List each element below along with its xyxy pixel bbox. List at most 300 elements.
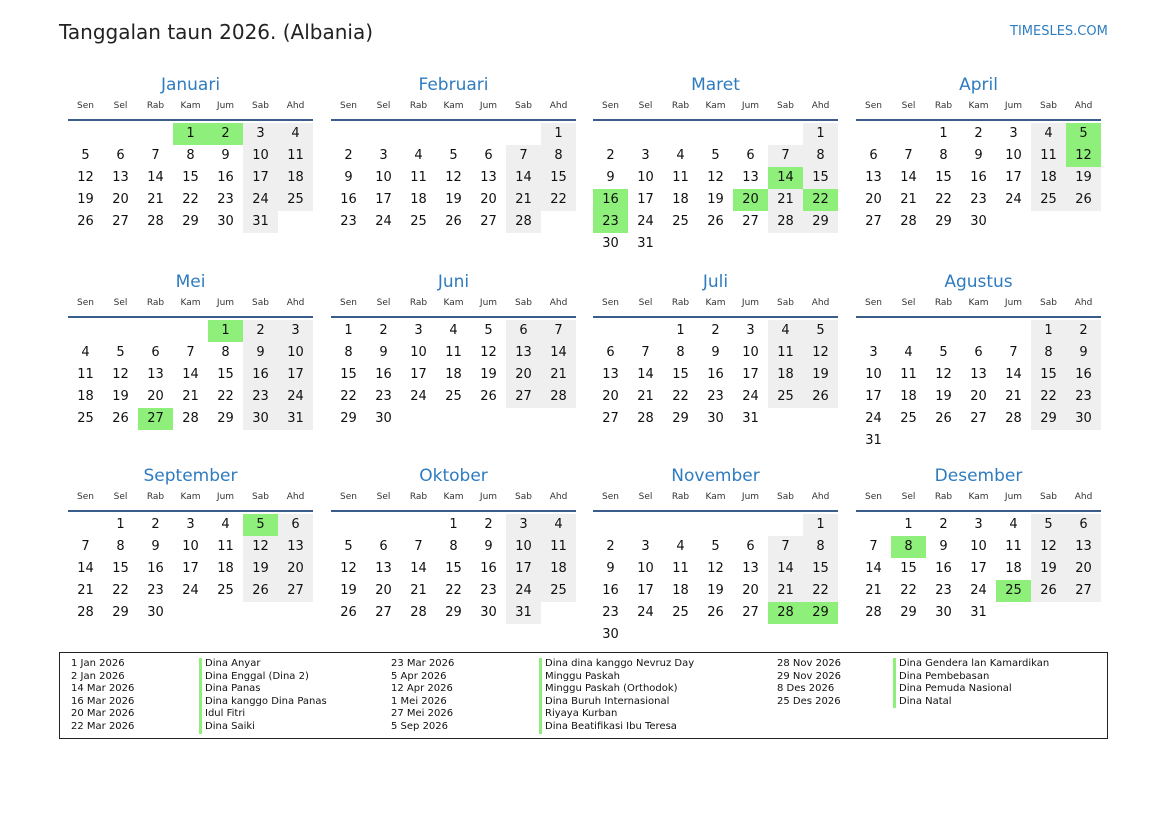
- empty-day-cell: [103, 320, 138, 342]
- holiday-day-cell: 27: [138, 408, 173, 430]
- day-cell: 28: [410, 605, 427, 620]
- legend-date: 25 Des 2026: [777, 695, 841, 707]
- empty-day-cell: [961, 320, 996, 342]
- day-cell: 18: [672, 583, 689, 598]
- day-cell: 17: [182, 561, 199, 576]
- day-cell: 22: [541, 189, 576, 211]
- legend-holiday-name: Dina Natal: [893, 696, 1049, 709]
- day-cell: 9: [1066, 342, 1101, 364]
- weekday-label: Kam: [180, 101, 201, 111]
- day-cell: 14: [865, 561, 882, 576]
- day-cell: 10: [637, 561, 654, 576]
- day-cell: 27: [865, 214, 882, 229]
- day-cell: 27: [742, 214, 759, 229]
- day-cell: 17: [243, 167, 278, 189]
- day-cell: 16: [707, 367, 724, 382]
- weekday-label: Jum: [1004, 492, 1023, 502]
- legend-date: 2 Jan 2026: [71, 670, 125, 682]
- day-cell: 28: [77, 605, 94, 620]
- day-cell: 26: [340, 605, 357, 620]
- day-cell: 17: [410, 367, 427, 382]
- day-cell: 31: [506, 602, 541, 624]
- day-cell: 9: [151, 539, 160, 554]
- weekday-label: Ahd: [1074, 298, 1093, 308]
- empty-day-cell: [593, 514, 628, 536]
- day-cell: 24: [1005, 192, 1022, 207]
- day-cell: 11: [768, 342, 803, 364]
- weekday-label: Kam: [443, 492, 464, 502]
- day-cell: 16: [480, 561, 497, 576]
- day-cell: 4: [278, 123, 313, 145]
- day-cell: 3: [746, 323, 755, 338]
- day-cell: 4: [1009, 517, 1018, 532]
- holiday-day-cell: 16: [593, 189, 628, 211]
- day-cell: 8: [221, 345, 230, 360]
- legend-holiday-name: Dina Anyar: [199, 658, 327, 671]
- weekday-label: Sab: [1040, 101, 1057, 111]
- day-cell: 7: [641, 345, 650, 360]
- day-cell: 26: [77, 214, 94, 229]
- weekday-label: Jum: [741, 492, 760, 502]
- empty-day-cell: [856, 123, 891, 145]
- day-grid: [856, 123, 1101, 233]
- day-cell: 7: [768, 536, 803, 558]
- legend-date: 29 Nov 2026: [777, 670, 842, 682]
- day-cell: 5: [81, 148, 90, 163]
- day-cell: 9: [974, 148, 983, 163]
- day-cell: 2: [606, 539, 615, 554]
- day-cell: 17: [637, 583, 654, 598]
- day-cell: 28: [1005, 411, 1022, 426]
- holiday-day-cell: 20: [733, 189, 768, 211]
- day-cell: 5: [484, 323, 493, 338]
- day-grid: [856, 514, 1101, 624]
- day-cell: 3: [243, 123, 278, 145]
- month-maret: [593, 73, 838, 255]
- weekday-label: Sab: [252, 101, 269, 111]
- holiday-day-cell: 1: [173, 123, 208, 145]
- weekday-header: [856, 101, 1101, 115]
- legend-name-column: [199, 658, 327, 734]
- day-cell: 9: [221, 148, 230, 163]
- day-cell: 16: [602, 583, 619, 598]
- weekday-header: [331, 492, 576, 506]
- day-cell: 23: [935, 583, 952, 598]
- day-cell: 17: [970, 561, 987, 576]
- empty-day-cell: [733, 123, 768, 145]
- weekday-label: Sen: [602, 101, 619, 111]
- day-cell: 11: [672, 561, 689, 576]
- month-divider: [856, 510, 1101, 512]
- weekday-label: Jum: [479, 298, 498, 308]
- legend-date: 12 Apr 2026: [391, 683, 453, 695]
- day-cell: 16: [217, 170, 234, 185]
- day-cell: 11: [672, 170, 689, 185]
- day-cell: 13: [970, 367, 987, 382]
- month-september: [68, 464, 313, 624]
- empty-day-cell: [138, 320, 173, 342]
- day-cell: 22: [445, 583, 462, 598]
- day-cell: 21: [1005, 389, 1022, 404]
- day-cell: 23: [147, 583, 164, 598]
- day-cell: 3: [379, 148, 388, 163]
- day-cell: 30: [480, 605, 497, 620]
- empty-day-cell: [436, 123, 471, 145]
- day-cell: 12: [77, 170, 94, 185]
- day-cell: 15: [900, 561, 917, 576]
- legend-holiday-name: Minggu Paskah: [539, 671, 694, 684]
- day-cell: 5: [449, 148, 458, 163]
- weekday-label: Jum: [1004, 298, 1023, 308]
- day-cell: 25: [768, 386, 803, 408]
- day-cell: 22: [182, 192, 199, 207]
- weekday-label: Sen: [865, 492, 882, 502]
- day-cell: 24: [410, 389, 427, 404]
- day-cell: 13: [602, 367, 619, 382]
- day-cell: 7: [506, 145, 541, 167]
- day-cell: 7: [541, 320, 576, 342]
- weekday-label: Rab: [671, 101, 690, 111]
- day-cell: 27: [278, 580, 313, 602]
- day-cell: 31: [742, 411, 759, 426]
- day-cell: 7: [869, 539, 878, 554]
- day-cell: 10: [637, 170, 654, 185]
- day-cell: 6: [746, 148, 755, 163]
- day-cell: 3: [278, 320, 313, 342]
- day-cell: 2: [939, 517, 948, 532]
- day-cell: 6: [506, 320, 541, 342]
- day-cell: 22: [112, 583, 129, 598]
- day-cell: 9: [484, 539, 493, 554]
- day-cell: 29: [900, 605, 917, 620]
- weekday-label: Kam: [968, 298, 989, 308]
- day-cell: 29: [672, 411, 689, 426]
- day-cell: 15: [445, 561, 462, 576]
- day-cell: 31: [637, 236, 654, 251]
- day-cell: 11: [541, 536, 576, 558]
- day-cell: 25: [672, 605, 689, 620]
- legend-date: 5 Sep 2026: [391, 720, 449, 732]
- day-cell: 3: [1009, 126, 1018, 141]
- day-cell: 26: [480, 389, 497, 404]
- weekday-label: Sab: [777, 298, 794, 308]
- holiday-day-cell: 5: [243, 514, 278, 536]
- day-cell: 24: [243, 189, 278, 211]
- weekday-label: Sel: [376, 101, 391, 111]
- day-cell: 29: [217, 411, 234, 426]
- day-cell: 17: [278, 364, 313, 386]
- empty-day-cell: [628, 320, 663, 342]
- day-cell: 6: [379, 539, 388, 554]
- month-november: [593, 464, 838, 646]
- day-cell: 29: [182, 214, 199, 229]
- day-cell: 5: [711, 148, 720, 163]
- legend-holiday-name: Riyaya Kurban: [539, 708, 694, 721]
- weekday-label: Sen: [77, 492, 94, 502]
- month-agustus: [856, 270, 1101, 452]
- month-title: April: [959, 75, 998, 95]
- day-cell: 29: [112, 605, 129, 620]
- day-cell: 28: [506, 211, 541, 233]
- month-divider: [856, 316, 1101, 318]
- day-cell: 24: [637, 605, 654, 620]
- weekday-label: Sab: [252, 298, 269, 308]
- holiday-day-cell: 12: [1066, 145, 1101, 167]
- day-cell: 1: [803, 514, 838, 536]
- day-cell: 12: [445, 170, 462, 185]
- day-cell: 25: [278, 189, 313, 211]
- day-cell: 20: [278, 558, 313, 580]
- day-cell: 1: [116, 517, 125, 532]
- day-cell: 2: [379, 323, 388, 338]
- day-cell: 7: [1009, 345, 1018, 360]
- day-cell: 28: [768, 211, 803, 233]
- day-cell: 24: [970, 583, 987, 598]
- day-cell: 24: [182, 583, 199, 598]
- empty-day-cell: [593, 320, 628, 342]
- weekday-label: Rab: [146, 101, 165, 111]
- day-cell: 12: [935, 367, 952, 382]
- day-cell: 5: [1031, 514, 1066, 536]
- day-cell: 12: [1031, 536, 1066, 558]
- weekday-label: Kam: [968, 101, 989, 111]
- day-cell: 18: [217, 561, 234, 576]
- weekday-header: [331, 101, 576, 115]
- day-cell: 10: [375, 170, 392, 185]
- day-cell: 30: [217, 214, 234, 229]
- day-cell: 14: [768, 558, 803, 580]
- day-cell: 9: [711, 345, 720, 360]
- holiday-day-cell: 22: [803, 189, 838, 211]
- day-cell: 15: [112, 561, 129, 576]
- weekday-header: [593, 492, 838, 506]
- day-cell: 9: [344, 170, 353, 185]
- day-cell: 30: [1066, 408, 1101, 430]
- day-cell: 6: [869, 148, 878, 163]
- day-cell: 8: [116, 539, 125, 554]
- day-grid: [856, 320, 1101, 452]
- day-cell: 10: [182, 539, 199, 554]
- day-cell: 28: [147, 214, 164, 229]
- empty-day-cell: [68, 320, 103, 342]
- day-grid: [593, 320, 838, 430]
- month-title: Agustus: [944, 272, 1013, 292]
- weekday-header: [593, 101, 838, 115]
- day-cell: 2: [606, 148, 615, 163]
- month-title: Juli: [702, 272, 729, 292]
- day-cell: 11: [217, 539, 234, 554]
- day-cell: 26: [803, 386, 838, 408]
- legend-holiday-name: Dina Saiki: [199, 721, 327, 734]
- day-cell: 14: [637, 367, 654, 382]
- day-cell: 14: [182, 367, 199, 382]
- weekday-label: Sen: [865, 101, 882, 111]
- day-cell: 14: [77, 561, 94, 576]
- day-cell: 13: [112, 170, 129, 185]
- day-cell: 7: [904, 148, 913, 163]
- weekday-label: Sel: [638, 492, 653, 502]
- legend-holiday-name: Idul Fitri: [199, 708, 327, 721]
- day-grid: [331, 514, 576, 624]
- day-cell: 11: [445, 345, 462, 360]
- empty-day-cell: [628, 514, 663, 536]
- weekday-label: Sen: [77, 101, 94, 111]
- weekday-label: Kam: [180, 492, 201, 502]
- day-cell: 19: [1031, 558, 1066, 580]
- day-cell: 19: [445, 192, 462, 207]
- day-cell: 2: [484, 517, 493, 532]
- weekday-label: Sel: [376, 492, 391, 502]
- day-cell: 29: [935, 214, 952, 229]
- day-cell: 18: [1031, 167, 1066, 189]
- weekday-label: Sel: [113, 492, 128, 502]
- month-divider: [593, 510, 838, 512]
- day-cell: 26: [445, 214, 462, 229]
- month-oktober: [331, 464, 576, 624]
- month-juni: [331, 270, 576, 430]
- day-cell: 4: [449, 323, 458, 338]
- day-cell: 24: [742, 389, 759, 404]
- weekday-label: Kam: [705, 298, 726, 308]
- day-grid: [593, 514, 838, 646]
- legend-name-column: [539, 658, 694, 734]
- day-cell: 22: [935, 192, 952, 207]
- legend-date-column: [71, 658, 134, 734]
- weekday-label: Jum: [216, 298, 235, 308]
- day-cell: 8: [344, 345, 353, 360]
- day-cell: 27: [970, 411, 987, 426]
- month-title: Mei: [175, 272, 206, 292]
- legend-date: 20 Mar 2026: [71, 708, 135, 720]
- month-divider: [331, 119, 576, 121]
- day-cell: 17: [375, 192, 392, 207]
- day-cell: 16: [970, 170, 987, 185]
- day-cell: 19: [707, 583, 724, 598]
- day-cell: 22: [1031, 386, 1066, 408]
- day-cell: 7: [151, 148, 160, 163]
- day-cell: 19: [707, 192, 724, 207]
- day-cell: 9: [379, 345, 388, 360]
- weekday-label: Jum: [479, 492, 498, 502]
- weekday-label: Sen: [340, 101, 357, 111]
- empty-day-cell: [768, 514, 803, 536]
- day-cell: 24: [375, 214, 392, 229]
- day-cell: 11: [1031, 145, 1066, 167]
- legend-date-column: [777, 658, 841, 708]
- day-cell: 8: [449, 539, 458, 554]
- day-cell: 29: [445, 605, 462, 620]
- day-cell: 6: [746, 539, 755, 554]
- day-cell: 13: [1066, 536, 1101, 558]
- day-cell: 10: [865, 367, 882, 382]
- day-cell: 2: [151, 517, 160, 532]
- day-cell: 24: [506, 580, 541, 602]
- legend-holiday-name: Dina Pemuda Nasional: [893, 683, 1049, 696]
- day-cell: 2: [974, 126, 983, 141]
- weekday-label: Kam: [968, 492, 989, 502]
- day-cell: 20: [112, 192, 129, 207]
- day-cell: 15: [217, 367, 234, 382]
- empty-day-cell: [891, 320, 926, 342]
- day-cell: 27: [602, 411, 619, 426]
- day-grid: [331, 320, 576, 430]
- day-cell: 18: [278, 167, 313, 189]
- weekday-label: Ahd: [549, 492, 568, 502]
- weekday-label: Ahd: [286, 492, 305, 502]
- holiday-day-cell: 8: [891, 536, 926, 558]
- day-cell: 4: [768, 320, 803, 342]
- day-cell: 11: [410, 170, 427, 185]
- day-cell: 3: [974, 517, 983, 532]
- weekday-label: Sel: [901, 298, 916, 308]
- legend-date: 14 Mar 2026: [71, 683, 135, 695]
- day-cell: 7: [81, 539, 90, 554]
- day-cell: 30: [707, 411, 724, 426]
- day-cell: 26: [243, 580, 278, 602]
- day-cell: 23: [970, 192, 987, 207]
- day-cell: 3: [506, 514, 541, 536]
- month-title: Juni: [437, 272, 470, 292]
- day-cell: 2: [711, 323, 720, 338]
- day-cell: 11: [1005, 539, 1022, 554]
- day-cell: 13: [375, 561, 392, 576]
- day-cell: 19: [77, 192, 94, 207]
- site-link[interactable]: TIMESLES.COM: [1010, 24, 1108, 39]
- day-cell: 8: [541, 145, 576, 167]
- weekday-label: Sen: [602, 298, 619, 308]
- day-cell: 13: [278, 536, 313, 558]
- day-cell: 26: [707, 214, 724, 229]
- holiday-day-cell: 14: [768, 167, 803, 189]
- month-title: Maret: [691, 75, 740, 95]
- weekday-label: Ahd: [1074, 492, 1093, 502]
- day-cell: 25: [77, 411, 94, 426]
- day-cell: 4: [414, 148, 423, 163]
- month-divider: [68, 119, 313, 121]
- empty-day-cell: [733, 514, 768, 536]
- empty-day-cell: [663, 514, 698, 536]
- day-cell: 1: [939, 126, 948, 141]
- day-cell: 14: [410, 561, 427, 576]
- weekday-header: [856, 492, 1101, 506]
- weekday-label: Sel: [901, 101, 916, 111]
- weekday-label: Sen: [602, 492, 619, 502]
- day-cell: 21: [410, 583, 427, 598]
- day-cell: 21: [637, 389, 654, 404]
- weekday-label: Sel: [901, 492, 916, 502]
- day-cell: 29: [1031, 408, 1066, 430]
- month-divider: [331, 510, 576, 512]
- legend-holiday-name: Minggu Paskah (Orthodok): [539, 683, 694, 696]
- day-cell: 3: [869, 345, 878, 360]
- day-cell: 14: [541, 342, 576, 364]
- day-cell: 25: [217, 583, 234, 598]
- day-cell: 18: [77, 389, 94, 404]
- day-cell: 27: [112, 214, 129, 229]
- day-cell: 14: [147, 170, 164, 185]
- day-cell: 18: [900, 389, 917, 404]
- weekday-label: Ahd: [811, 101, 830, 111]
- legend-date: 23 Mar 2026: [391, 658, 455, 669]
- day-cell: 21: [865, 583, 882, 598]
- empty-day-cell: [506, 123, 541, 145]
- day-cell: 13: [742, 561, 759, 576]
- day-cell: 5: [116, 345, 125, 360]
- day-cell: 22: [672, 389, 689, 404]
- month-title: Januari: [160, 75, 221, 95]
- empty-day-cell: [401, 123, 436, 145]
- empty-day-cell: [698, 123, 733, 145]
